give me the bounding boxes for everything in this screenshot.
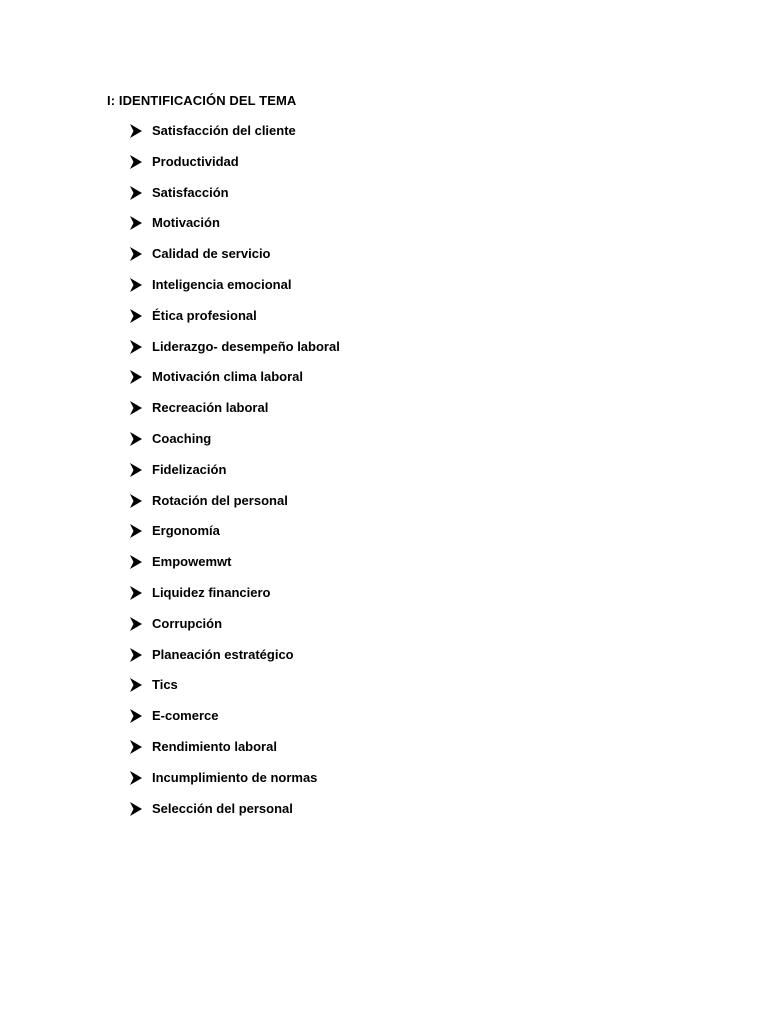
list-item-label: Selección del personal	[152, 800, 293, 816]
list-item-label: Incumplimiento de normas	[152, 769, 318, 785]
list-item	[128, 770, 340, 801]
list-item	[128, 523, 340, 554]
list-item-label: Ergonomía	[152, 523, 220, 539]
list-item	[128, 616, 340, 647]
list-item-label: Recreación laboral	[152, 400, 269, 416]
list-item-label: Liquidez financiero	[152, 584, 271, 600]
list-item-label: Inteligencia emocional	[152, 276, 292, 292]
arrowhead-bullet-icon	[128, 554, 144, 570]
list-item-label: Coaching	[152, 430, 212, 446]
list-item-label: Rotación del personal	[152, 492, 288, 508]
list-item	[128, 708, 340, 739]
list-item	[128, 277, 340, 308]
list-item	[128, 801, 340, 832]
list-item	[128, 246, 340, 277]
list-item-label: Corrupción	[152, 615, 223, 631]
list-item-label: Ética profesional	[152, 307, 257, 323]
arrowhead-bullet-icon	[128, 523, 144, 539]
list-item-label: Fidelización	[152, 461, 227, 477]
arrowhead-bullet-icon	[128, 708, 144, 724]
list-item-label: Calidad de servicio	[152, 246, 271, 262]
arrowhead-bullet-icon	[128, 739, 144, 755]
arrowhead-bullet-icon	[128, 154, 144, 170]
list-item	[128, 585, 340, 616]
list-item	[128, 215, 340, 246]
list-item-label: Planeación estratégico	[152, 646, 294, 662]
arrowhead-bullet-icon	[128, 770, 144, 786]
list-item-label: Satisfacción del cliente	[152, 123, 296, 138]
arrowhead-bullet-icon	[128, 215, 144, 231]
list-item	[128, 123, 340, 154]
arrowhead-bullet-icon	[128, 246, 144, 262]
arrowhead-bullet-icon	[128, 585, 144, 601]
list-item	[128, 400, 340, 431]
arrowhead-bullet-icon	[128, 616, 144, 632]
topic-list	[128, 123, 340, 831]
list-item-label: Rendimiento laboral	[152, 738, 277, 754]
list-item	[128, 369, 340, 400]
arrowhead-bullet-icon	[128, 339, 144, 355]
arrowhead-bullet-icon	[128, 677, 144, 693]
arrowhead-bullet-icon	[128, 647, 144, 663]
arrowhead-bullet-icon	[128, 369, 144, 385]
list-item	[128, 462, 340, 493]
list-item-label: Motivación	[152, 215, 220, 231]
list-item-label: Tics	[152, 677, 178, 693]
arrowhead-bullet-icon	[128, 431, 144, 447]
list-item	[128, 339, 340, 370]
list-item-label: Motivación clima laboral	[152, 369, 303, 385]
list-item-label: Empowemwt	[152, 554, 232, 570]
list-item	[128, 185, 340, 216]
list-item	[128, 647, 340, 678]
arrowhead-bullet-icon	[128, 185, 144, 201]
list-item	[128, 554, 340, 585]
list-item	[128, 677, 340, 708]
arrowhead-bullet-icon	[128, 462, 144, 478]
list-item-label: E-comerce	[152, 708, 219, 724]
list-item	[128, 431, 340, 462]
list-item-label: Satisfacción	[152, 184, 229, 200]
list-item-label: Liderazgo- desempeño laboral	[152, 338, 340, 354]
arrowhead-bullet-icon	[128, 493, 144, 509]
arrowhead-bullet-icon	[128, 801, 144, 817]
arrowhead-bullet-icon	[128, 308, 144, 324]
arrowhead-bullet-icon	[128, 277, 144, 293]
arrowhead-bullet-icon	[128, 400, 144, 416]
section-heading: I: IDENTIFICACIÓN DEL TEMA	[107, 93, 297, 108]
list-item-label: Productividad	[152, 153, 239, 169]
list-item	[128, 739, 340, 770]
arrowhead-bullet-icon	[128, 123, 144, 139]
list-item	[128, 308, 340, 339]
list-item	[128, 493, 340, 524]
list-item	[128, 154, 340, 185]
